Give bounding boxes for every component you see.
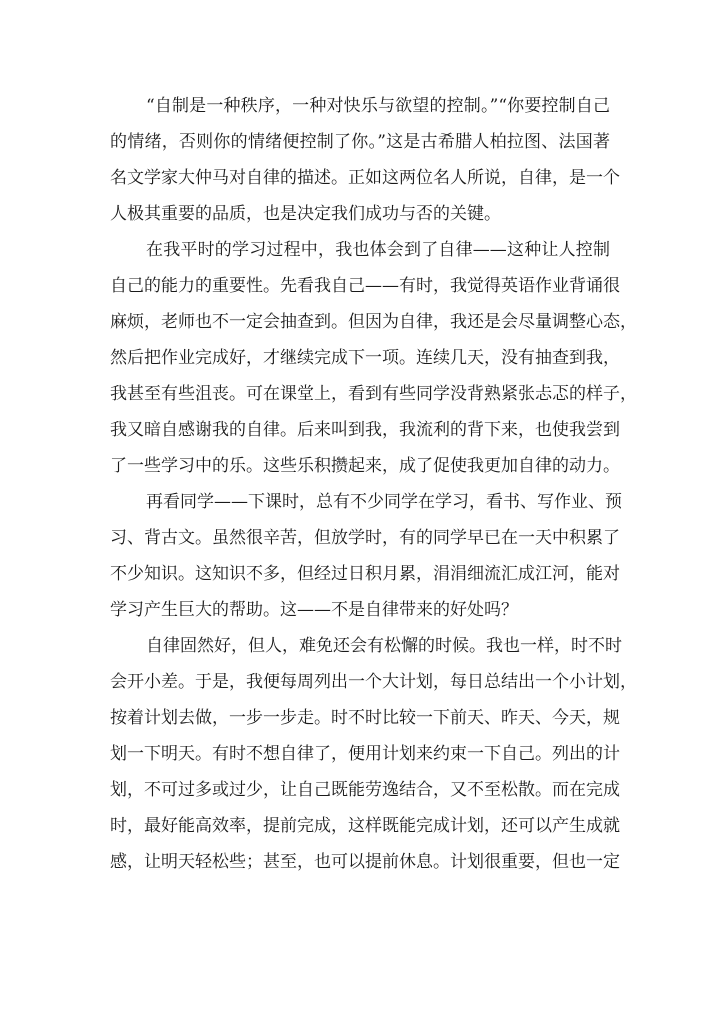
text-line <box>110 412 620 448</box>
text-line <box>110 160 620 196</box>
text-line-content: 会开小差。于是，我便每周列出一个大计划，每日总结出一个小计划， <box>110 672 637 692</box>
essay-body <box>110 88 637 880</box>
text-line <box>110 304 637 340</box>
text-line <box>110 484 622 520</box>
text-line <box>110 700 620 736</box>
text-line-content: 在我平时的学习过程中，我也体会到了自律——这种让人控制 <box>146 240 610 260</box>
text-line <box>110 268 620 304</box>
text-line <box>110 232 610 268</box>
text-line <box>110 448 620 484</box>
text-line-content: 习、背古文。虽然很辛苦，但放学时，有的同学早已在一天中积累了 <box>110 528 620 548</box>
text-line-content: 然后把作业完成好，才继续完成下一项。连续几天，没有抽查到我， <box>110 348 620 368</box>
text-line-content: “自制是一种秩序，一种对快乐与欲望的控制。”“你要控制自己 <box>146 96 610 116</box>
text-line-content: 按着计划去做，一步一步走。时不时比较一下前天、昨天、今天，规 <box>110 708 620 728</box>
text-line <box>110 556 620 592</box>
text-line <box>110 196 610 232</box>
text-line <box>110 520 620 556</box>
text-line <box>110 88 610 124</box>
text-line-content: 了一些学习中的乐。这些乐积攒起来，成了促使我更加自律的动力。 <box>110 456 620 476</box>
text-line-content: 学习产生巨大的帮助。这——不是自律带来的好处吗？ <box>110 600 518 620</box>
text-line-content: 名文学家大仲马对自律的描述。正如这两位名人所说，自律，是一个 <box>110 168 620 188</box>
text-line <box>110 772 620 808</box>
text-line-content: 麻烦，老师也不一定会抽查到。但因为自律，我还是会尽量调整心态， <box>110 312 637 332</box>
text-line <box>110 376 637 412</box>
text-line <box>110 808 620 844</box>
text-line-content: 划一下明天。有时不想自律了，便用计划来约束一下自己。列出的计 <box>110 744 620 764</box>
text-line <box>110 592 610 628</box>
text-line-content: 自律固然好，但人，难免还会有松懈的时候。我也一样，时不时 <box>146 636 622 656</box>
text-line-content: 再看同学——下课时，总有不少同学在学习，看书、写作业、预 <box>146 492 622 512</box>
text-line-content: 的情绪，否则你的情绪便控制了你。”这是古希腊人柏拉图、法国著 <box>110 132 610 152</box>
text-line <box>110 340 620 376</box>
text-line <box>110 736 620 772</box>
text-line-content: 感，让明天轻松些；甚至，也可以提前休息。计划很重要，但也一定 <box>110 852 620 872</box>
text-line <box>110 664 637 700</box>
text-line-content: 时，最好能高效率，提前完成，这样既能完成计划，还可以产生成就 <box>110 816 620 836</box>
text-line-content: 人极其重要的品质，也是决定我们成功与否的关键。 <box>110 204 501 224</box>
text-line <box>110 628 622 664</box>
text-line-content: 划，不可过多或过少，让自己既能劳逸结合，又不至松散。而在完成 <box>110 780 620 800</box>
text-line-content: 不少知识。这知识不多，但经过日积月累，涓涓细流汇成江河，能对 <box>110 564 620 584</box>
text-line-content: 自己的能力的重要性。先看我自己——有时，我觉得英语作业背诵很 <box>110 276 620 296</box>
text-line-content: 我甚至有些沮丧。可在课堂上，看到有些同学没背熟紧张忐忑的样子， <box>110 384 637 404</box>
text-line <box>110 124 610 160</box>
text-line <box>110 844 620 880</box>
text-line-content: 我又暗自感谢我的自律。后来叫到我，我流利的背下来，也使我尝到 <box>110 420 620 440</box>
